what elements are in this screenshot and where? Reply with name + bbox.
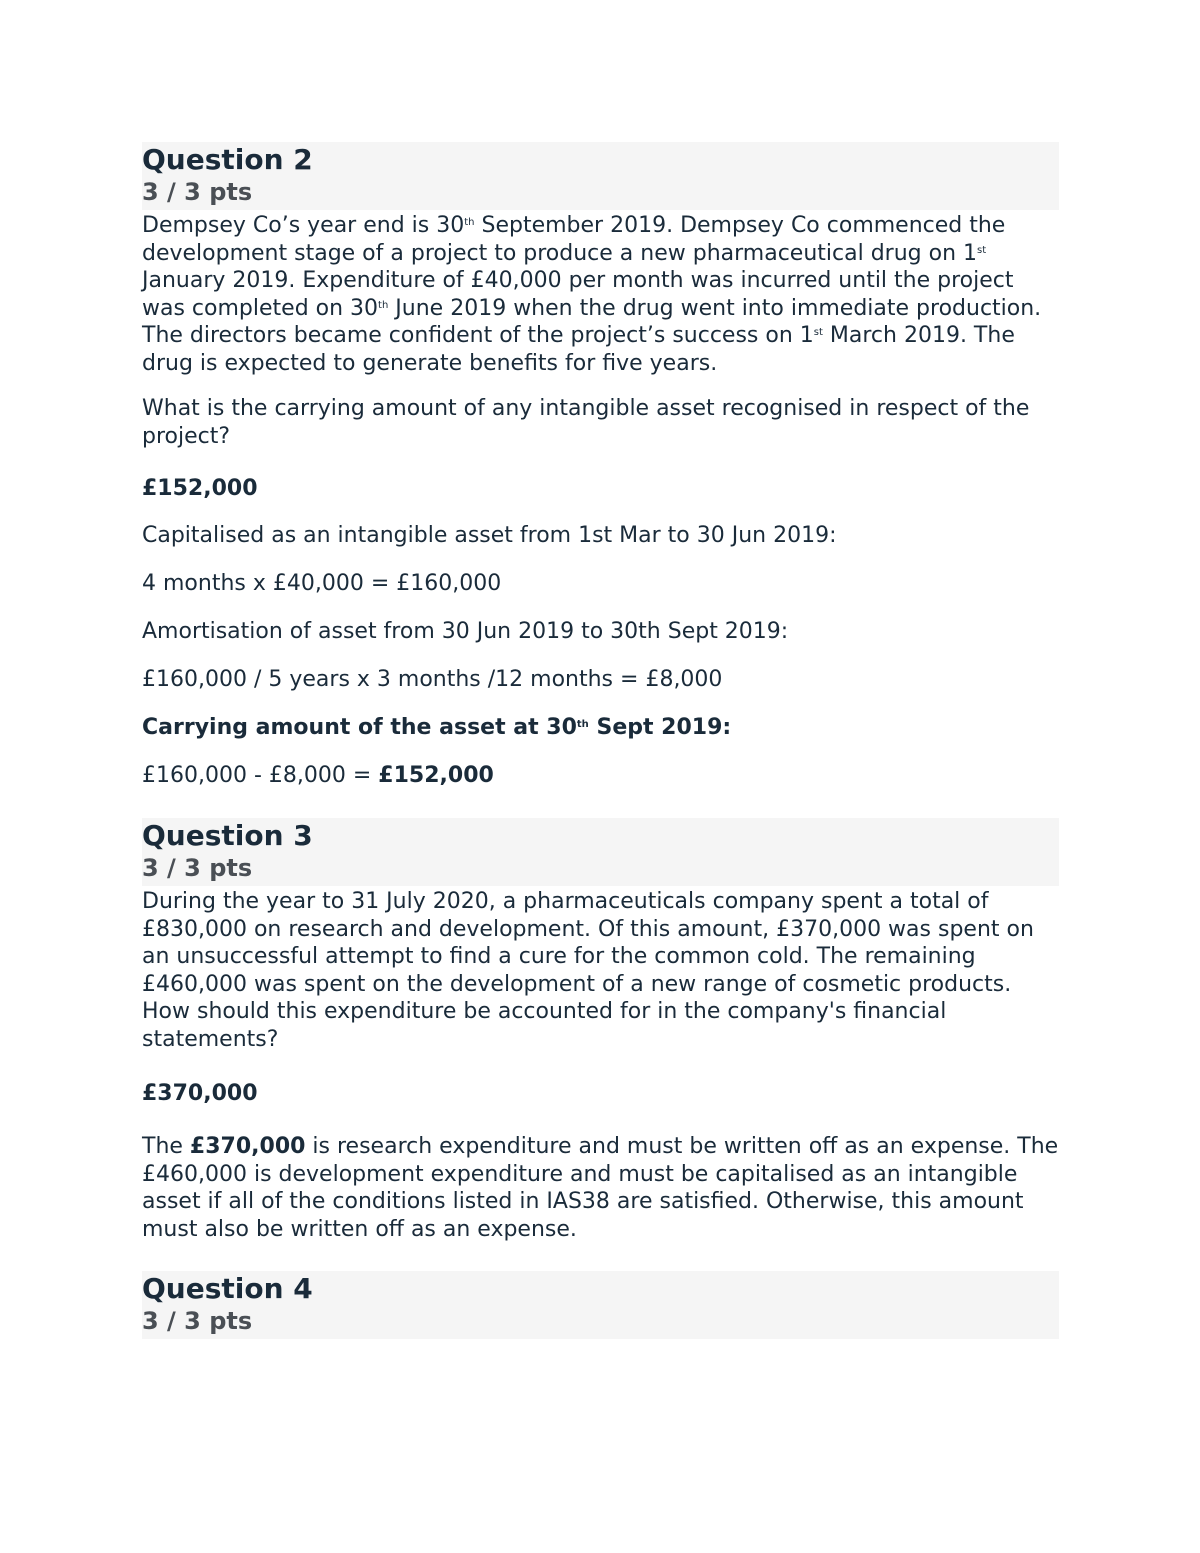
question-2-title: Question 2	[142, 143, 313, 176]
question-2-header	[142, 142, 1059, 210]
question-2-explanation-line: £160,000 / 5 years x 3 months /12 months = £8,000	[142, 667, 723, 692]
question-3-text: During the year to 31 July 2020, a pharmaceuticals company spent a total of £830,000 on research and development. Of this amount, £370,000 was spent on an unsuccessful attempt to find a cure for the common cold. The remaining £460,000 was spent on the development of a new range of cosmetic products. How should this expenditure be accounted for in the company's financial statements?	[142, 889, 1034, 1052]
question-3-header	[142, 818, 1059, 886]
ordinal-suffix: th	[464, 217, 475, 228]
ordinal-suffix: st	[977, 244, 987, 256]
calculation-result: £152,000	[378, 763, 494, 788]
question-3-title: Question 3	[142, 819, 313, 852]
explanation-part: is research expenditure and must be written off as an expense. The £460,000 is development expenditure and must be capitalised as an intangible asset if all of the conditions listed in IAS38 are satisfied. Otherwise, this amount must also be written off as an expense.	[142, 1134, 1059, 1242]
question-2-text-part: September 2019. Dempsey Co commenced the development stage of a project to produce a new pharmaceutical drug on 1	[142, 213, 1006, 266]
explanation-heading-part: Sept 2019:	[588, 715, 732, 740]
explanation-emphasis: £370,000	[189, 1134, 306, 1159]
explanation-part: The	[142, 1134, 190, 1159]
ordinal-suffix: th	[576, 719, 589, 730]
ordinal-suffix: th	[378, 299, 389, 311]
question-2-explanation-line: 4 months x £40,000 = £160,000	[142, 571, 502, 596]
question-2-answer: £152,000	[142, 476, 258, 501]
question-4-points: 3 / 3 pts	[142, 1307, 253, 1335]
question-3-explanation	[142, 1133, 1059, 1243]
question-3-points: 3 / 3 pts	[142, 854, 253, 882]
calculation-part: £160,000 - £8,000 =	[142, 763, 379, 788]
question-2-text-part: March 2019. The drug is expected to generate benefits for five years.	[142, 323, 1015, 376]
question-4-title: Question 4	[142, 1272, 313, 1305]
explanation-heading-part: Carrying amount of the asset at 30	[142, 715, 577, 740]
quiz-results-page	[142, 142, 1059, 1339]
question-2-explanation-line: Amortisation of asset from 30 Jun 2019 to 30th Sept 2019:	[142, 619, 789, 644]
question-4-header	[142, 1271, 1059, 1339]
question-2-explanation-line	[142, 762, 1059, 790]
question-2-text-part: January 2019. Expenditure of £40,000 per month was incurred until the project was completed on 30	[142, 268, 1014, 321]
question-2-text-part: June 2019 when the drug went into immediate production. The directors became confident of the project’s success on 1	[142, 295, 1042, 348]
ordinal-suffix: st	[813, 327, 823, 338]
question-2-explanation-line: Capitalised as an intangible asset from 1st Mar to 30 Jun 2019:	[142, 523, 837, 548]
question-2-prompt: What is the carrying amount of any intangible asset recognised in respect of the project?	[142, 396, 1030, 449]
question-2-points: 3 / 3 pts	[142, 178, 253, 206]
question-2-explanation-heading	[142, 714, 1059, 742]
question-3-answer: £370,000	[142, 1081, 258, 1106]
question-2-text	[142, 212, 1059, 377]
question-2-text-part: Dempsey Co’s year end is 30	[142, 213, 465, 238]
